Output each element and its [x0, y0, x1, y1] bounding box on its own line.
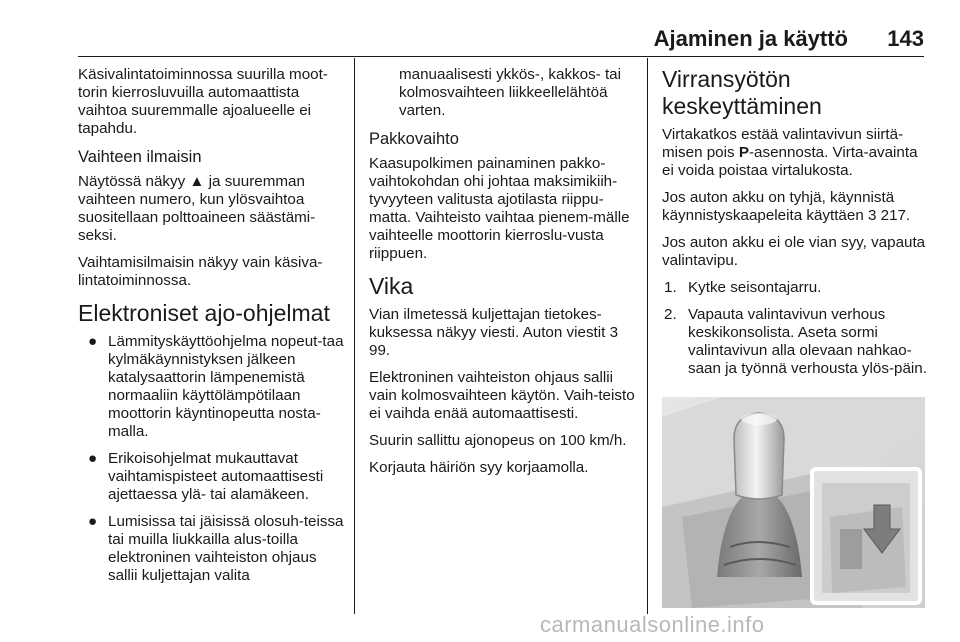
step-number: 2. [664, 306, 677, 323]
page-header [78, 24, 924, 54]
bullet-item [78, 450, 346, 504]
paragraph-fault-third-gear: Elektroninen vaihteiston ohjaus sallii vain kolmosvaihteen käytön. Vaih-teisto ei vaihda enää automaattisesti. [369, 369, 635, 422]
paragraph-indicator-manual: Vaihtamisilmaisin näkyy vain käsiva-lintatoiminnossa. [78, 254, 323, 289]
heading-gear-indicator: Vaihteen ilmaisin [78, 148, 202, 166]
gear-lever-illustration [662, 397, 925, 608]
bullet-text: Lämmityskäyttöohjelma nopeut-taa kylmäkäynnistyksen jälkeen katalysaattorin lämpenemistä normaaliin käyttölämpötilaan moottorin käyntinopeutta nosta-malla. [108, 333, 344, 440]
watermark: carmanualsonline.info [540, 612, 765, 637]
column-3 [662, 66, 928, 387]
text-segment: Virtakatkos estää valintavivun siirtä-misen pois [662, 126, 904, 161]
paragraph-fault-repair: Korjauta häiriön syy korjaamolla. [369, 459, 589, 476]
column-1 [78, 66, 346, 594]
paragraph-indicator-display: Näytössä näkyy ▲ ja suuremman vaihteen numero, kun ylösvaihtoa suositellaan polttoaineen säästämi-seksi. [78, 173, 316, 244]
page-number: 143 [887, 26, 924, 51]
bullet-text: Lumisissa tai jäisissä olosuh-teissa tai muilla liukkailla alus-toilla elektroninen vaihteiston ohjaus sallii kuljettajan valita [108, 513, 344, 584]
bullet-icon: ● [88, 513, 98, 530]
park-position-label: P [738, 144, 749, 161]
column-divider-2 [647, 58, 648, 614]
text-segment: -asennosta. Virta-avainta ei voida poistaa virtalukosta. [662, 144, 918, 179]
paragraph-battery-empty: Jos auton akku on tyhjä, käynnistä käynnistyskaapeleita käyttäen 3 217. [662, 189, 911, 224]
bullet-item [78, 513, 346, 585]
bullet-icon: ● [88, 333, 98, 350]
paragraph-fault-message: Vian ilmetessä kuljettajan tietokes-kuksessa näkyy viesti. Auton viestit 3 99. [369, 306, 619, 359]
step-number: 1. [664, 279, 677, 296]
heading-kickdown: Pakkovaihto [369, 130, 459, 148]
paragraph-kickdown: Kaasupolkimen painaminen pakko-vaihtokohdan ohi johtaa maksimikiih-tyvyyteen valitusta ajotilasta riippu-matta. Vaihteisto vaihtaa pienem-mälle vaihteelle moottorin kierroslu-vusta riippuen. [369, 155, 630, 262]
column-2 [369, 66, 639, 486]
paragraph-fault-speed: Suurin sallittu ajonopeus on 100 km/h. [369, 432, 627, 449]
heading-fault: Vika [369, 273, 414, 299]
step-text: Vapauta valintavivun verhous keskikonsolista. Aseta sormi valintavivun alla olevaan nahkao-saan ja työnnä verhousta ylös-päin. [688, 306, 927, 377]
heading-power-interruption: Virransyötön keskeyttäminen [662, 66, 822, 119]
header-rule [78, 56, 924, 57]
bullet-item [78, 333, 346, 441]
step-text: Kytke seisontajarru. [688, 279, 822, 296]
paragraph-power-interruption [662, 126, 928, 180]
bullet-icon: ● [88, 450, 98, 467]
section-title: Ajaminen ja käyttö [653, 26, 848, 51]
bullet-text: Erikoisohjelmat mukauttavat vaihtamispisteet automaattisesti ajettaessa ylä- tai alamäkeen. [108, 450, 324, 503]
gear-knob-icon [734, 413, 784, 499]
paragraph-manual-mode: Käsivalintatoiminnossa suurilla moot-torin kierrosluvuilla automaattista vaihtoa suuremmalle ajoalueelle ei tapahdu. [78, 66, 328, 137]
paragraph-continuation: manuaalisesti ykkös-, kakkos- tai kolmosvaihteen liikkeellelähtöä varten. [399, 66, 621, 119]
paragraph-release-lever: Jos auton akku ei ole vian syy, vapauta valintavipu. [662, 234, 926, 269]
numbered-step [662, 306, 928, 378]
column-divider-1 [354, 58, 355, 614]
numbered-step [662, 279, 928, 297]
heading-electronic-programs: Elektroniset ajo-ohjelmat [78, 300, 330, 326]
